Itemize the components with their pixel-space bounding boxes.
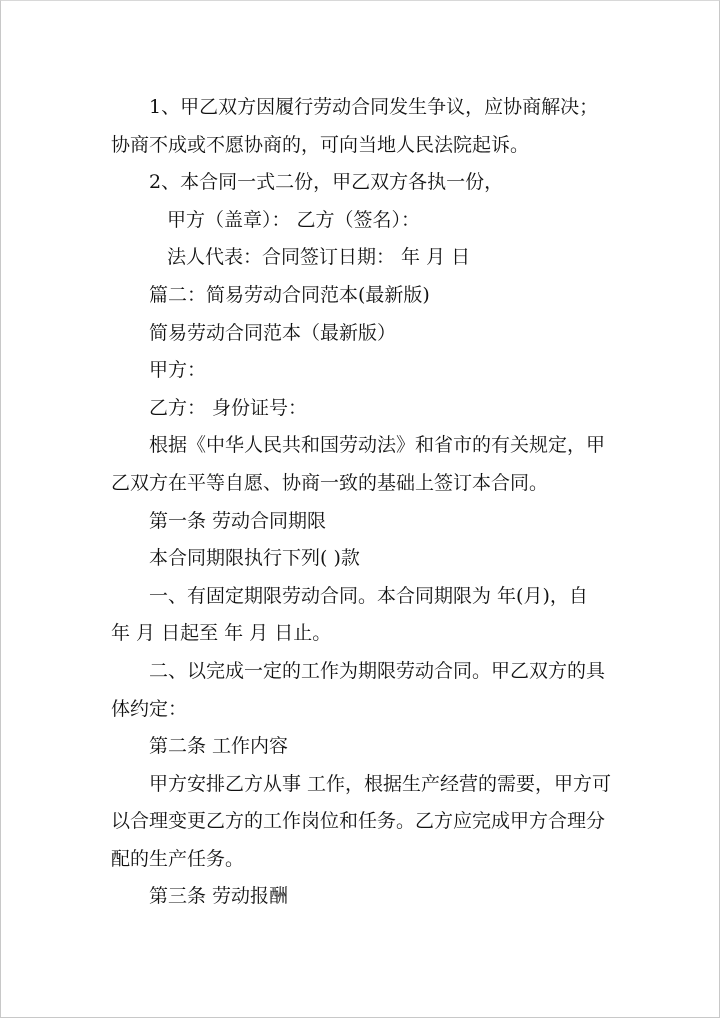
text-line: 第一条 劳动合同期限 <box>149 509 327 532</box>
text-line: 第二条 工作内容 <box>149 735 289 758</box>
text-line: 法人代表：合同签订日期： 年 月 日 <box>167 246 471 269</box>
text-line: 甲方安排乙方从事 工作，根据生产经营的需要，甲方可 <box>149 772 612 795</box>
text-line: 协商不成或不愿协商的，可向当地人民法院起诉。 <box>111 133 530 156</box>
text-line: 乙双方在平等自愿、协商一致的基础上签订本合同。 <box>111 471 549 494</box>
text-line: 本合同期限执行下列( )款 <box>149 547 360 570</box>
text-line: 第三条 劳动报酬 <box>149 885 289 908</box>
text-line: 根据《中华人民共和国劳动法》和省市的有关规定，甲 <box>149 434 606 457</box>
text-line: 2、本合同一式二份，甲乙双方各执一份， <box>149 171 504 194</box>
text-line: 简易劳动合同范本（最新版） <box>149 321 397 344</box>
text-line: 体约定： <box>111 697 188 720</box>
text-line: 乙方： 身份证号： <box>149 396 308 419</box>
text-line: 一、有固定期限劳动合同。本合同期限为 年(月)，自 <box>149 584 588 607</box>
text-line: 配的生产任务。 <box>111 847 245 870</box>
text-line: 二、以完成一定的工作为期限劳动合同。甲乙双方的具 <box>149 659 606 682</box>
text-line: 以合理变更乙方的工作岗位和任务。乙方应完成甲方合理分 <box>111 810 606 833</box>
document-body <box>111 89 613 916</box>
text-line: 篇二：简易劳动合同范本(最新版) <box>149 283 430 306</box>
text-line: 甲方： <box>149 359 207 382</box>
text-line: 1、甲乙双方因履行劳动合同发生争议，应协商解决； <box>149 96 599 118</box>
text-line: 年 月 日起至 年 月 日止。 <box>111 622 332 645</box>
text-line: 甲方（盖章）： 乙方（签名）： <box>167 208 421 231</box>
